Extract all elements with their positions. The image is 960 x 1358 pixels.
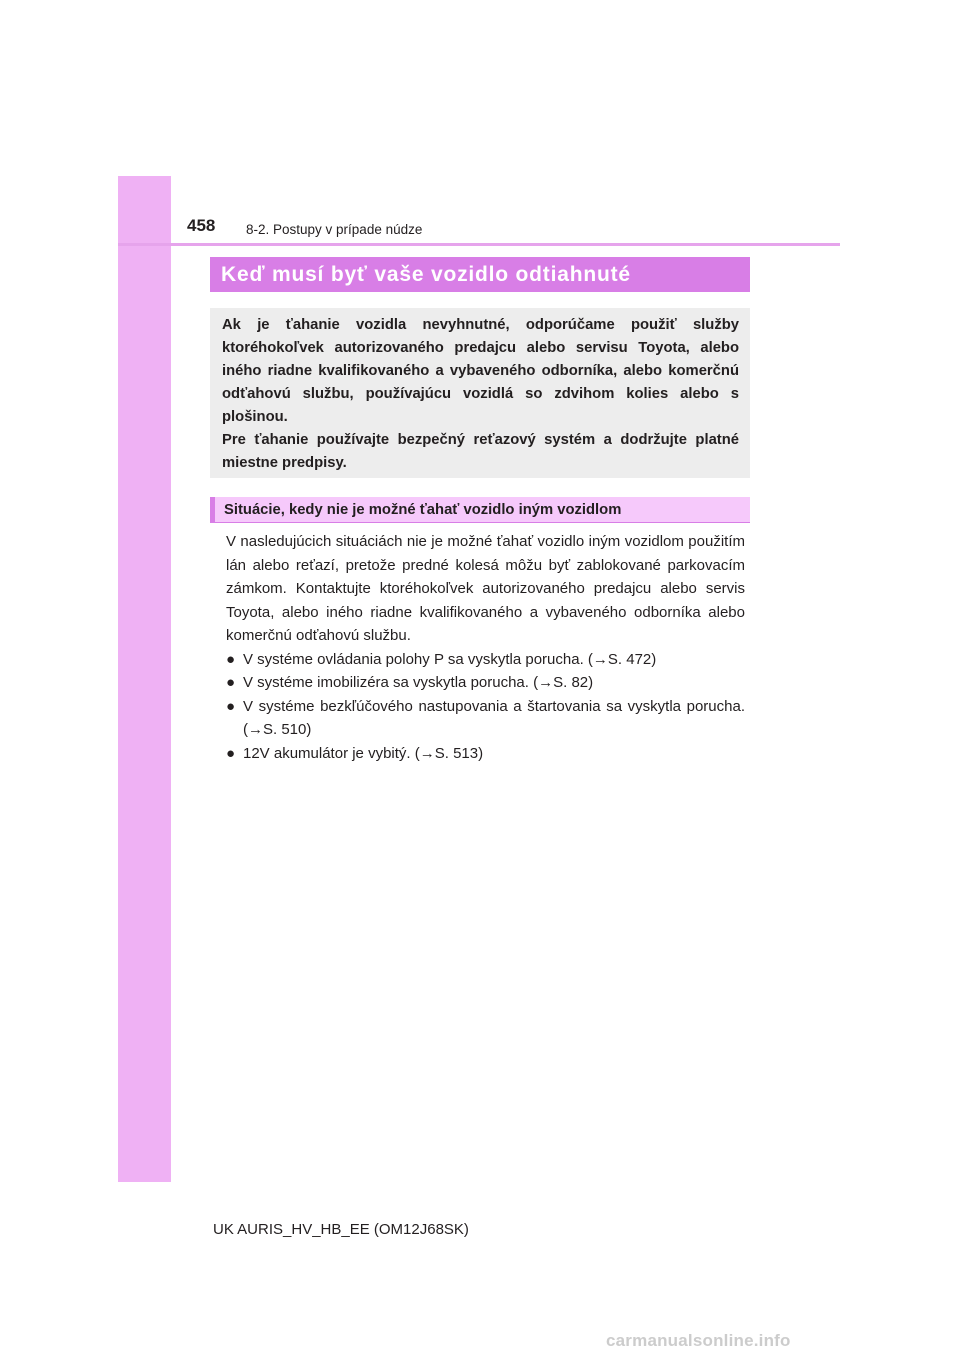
note-paragraph-2: Pre ťahanie používajte bezpečný reťazový systém a dodržujte platné miestne predpisy. <box>222 432 739 471</box>
body-text <box>226 530 745 765</box>
page-title: Keď musí byť vaše vozidlo odtiahnuté <box>221 263 631 286</box>
bullet-icon: ● <box>226 650 236 668</box>
list-item-text: 12V akumulátor je vybitý. (→S. 513) <box>243 744 484 762</box>
header-rule <box>118 243 840 246</box>
page-title-bar <box>210 257 750 292</box>
page-number: 458 <box>187 216 216 235</box>
chapter-side-tab <box>118 176 171 1182</box>
bullet-icon: ● <box>226 697 236 715</box>
bullet-icon: ● <box>226 674 236 691</box>
list-item-text: V systéme ovládania polohy P sa vyskytla porucha. (→S. 472) <box>243 650 657 668</box>
intro-paragraph: V nasledujúcich situáciách nie je možné ťahať vozidlo iným vozidlom použitím lán alebo reťazí, pretože predné kolesá môžu byť zablokované parkovacím zámkom. Kontaktujte ktoréhokoľvek autorizovaného predajcu alebo servis Toyota, alebo iného riadne kvalifikovaného a vybaveného odborníka alebo komerčnú odťahovú službu. <box>226 533 745 644</box>
watermark-text: carmanualsonline.info <box>606 1331 791 1350</box>
list-item <box>226 742 745 766</box>
list-item-text: V systéme bezkľúčového nastupovania a štartovania sa vyskytla porucha. (→S. 510) <box>243 697 745 738</box>
bullet-list <box>226 648 745 766</box>
section-subheading: Situácie, kedy nie je možné ťahať vozidlo iným vozidlom <box>210 497 750 523</box>
document-footer: UK AURIS_HV_HB_EE (OM12J68SK) <box>213 1221 469 1238</box>
list-item <box>226 671 745 695</box>
list-item-text: V systéme imobilizéra sa vyskytla porucha. (→S. 82) <box>243 674 594 691</box>
section-reference: 8-2. Postupy v prípade núdze <box>246 222 423 237</box>
list-item <box>226 648 745 672</box>
note-paragraph-1: Ak je ťahanie vozidla nevyhnutné, odporúčame použiť služby ktoréhokoľvek autorizovaného predajcu alebo servisu Toyota, alebo iného riadne kvalifikovaného a vybaveného odborníka, alebo komerčnú odťahovú službu, používajúcu vozidlá so zdvihom kolies alebo s plošinou. <box>222 317 739 425</box>
bullet-icon: ● <box>226 744 236 762</box>
note-box <box>210 308 750 478</box>
list-item <box>226 695 745 742</box>
